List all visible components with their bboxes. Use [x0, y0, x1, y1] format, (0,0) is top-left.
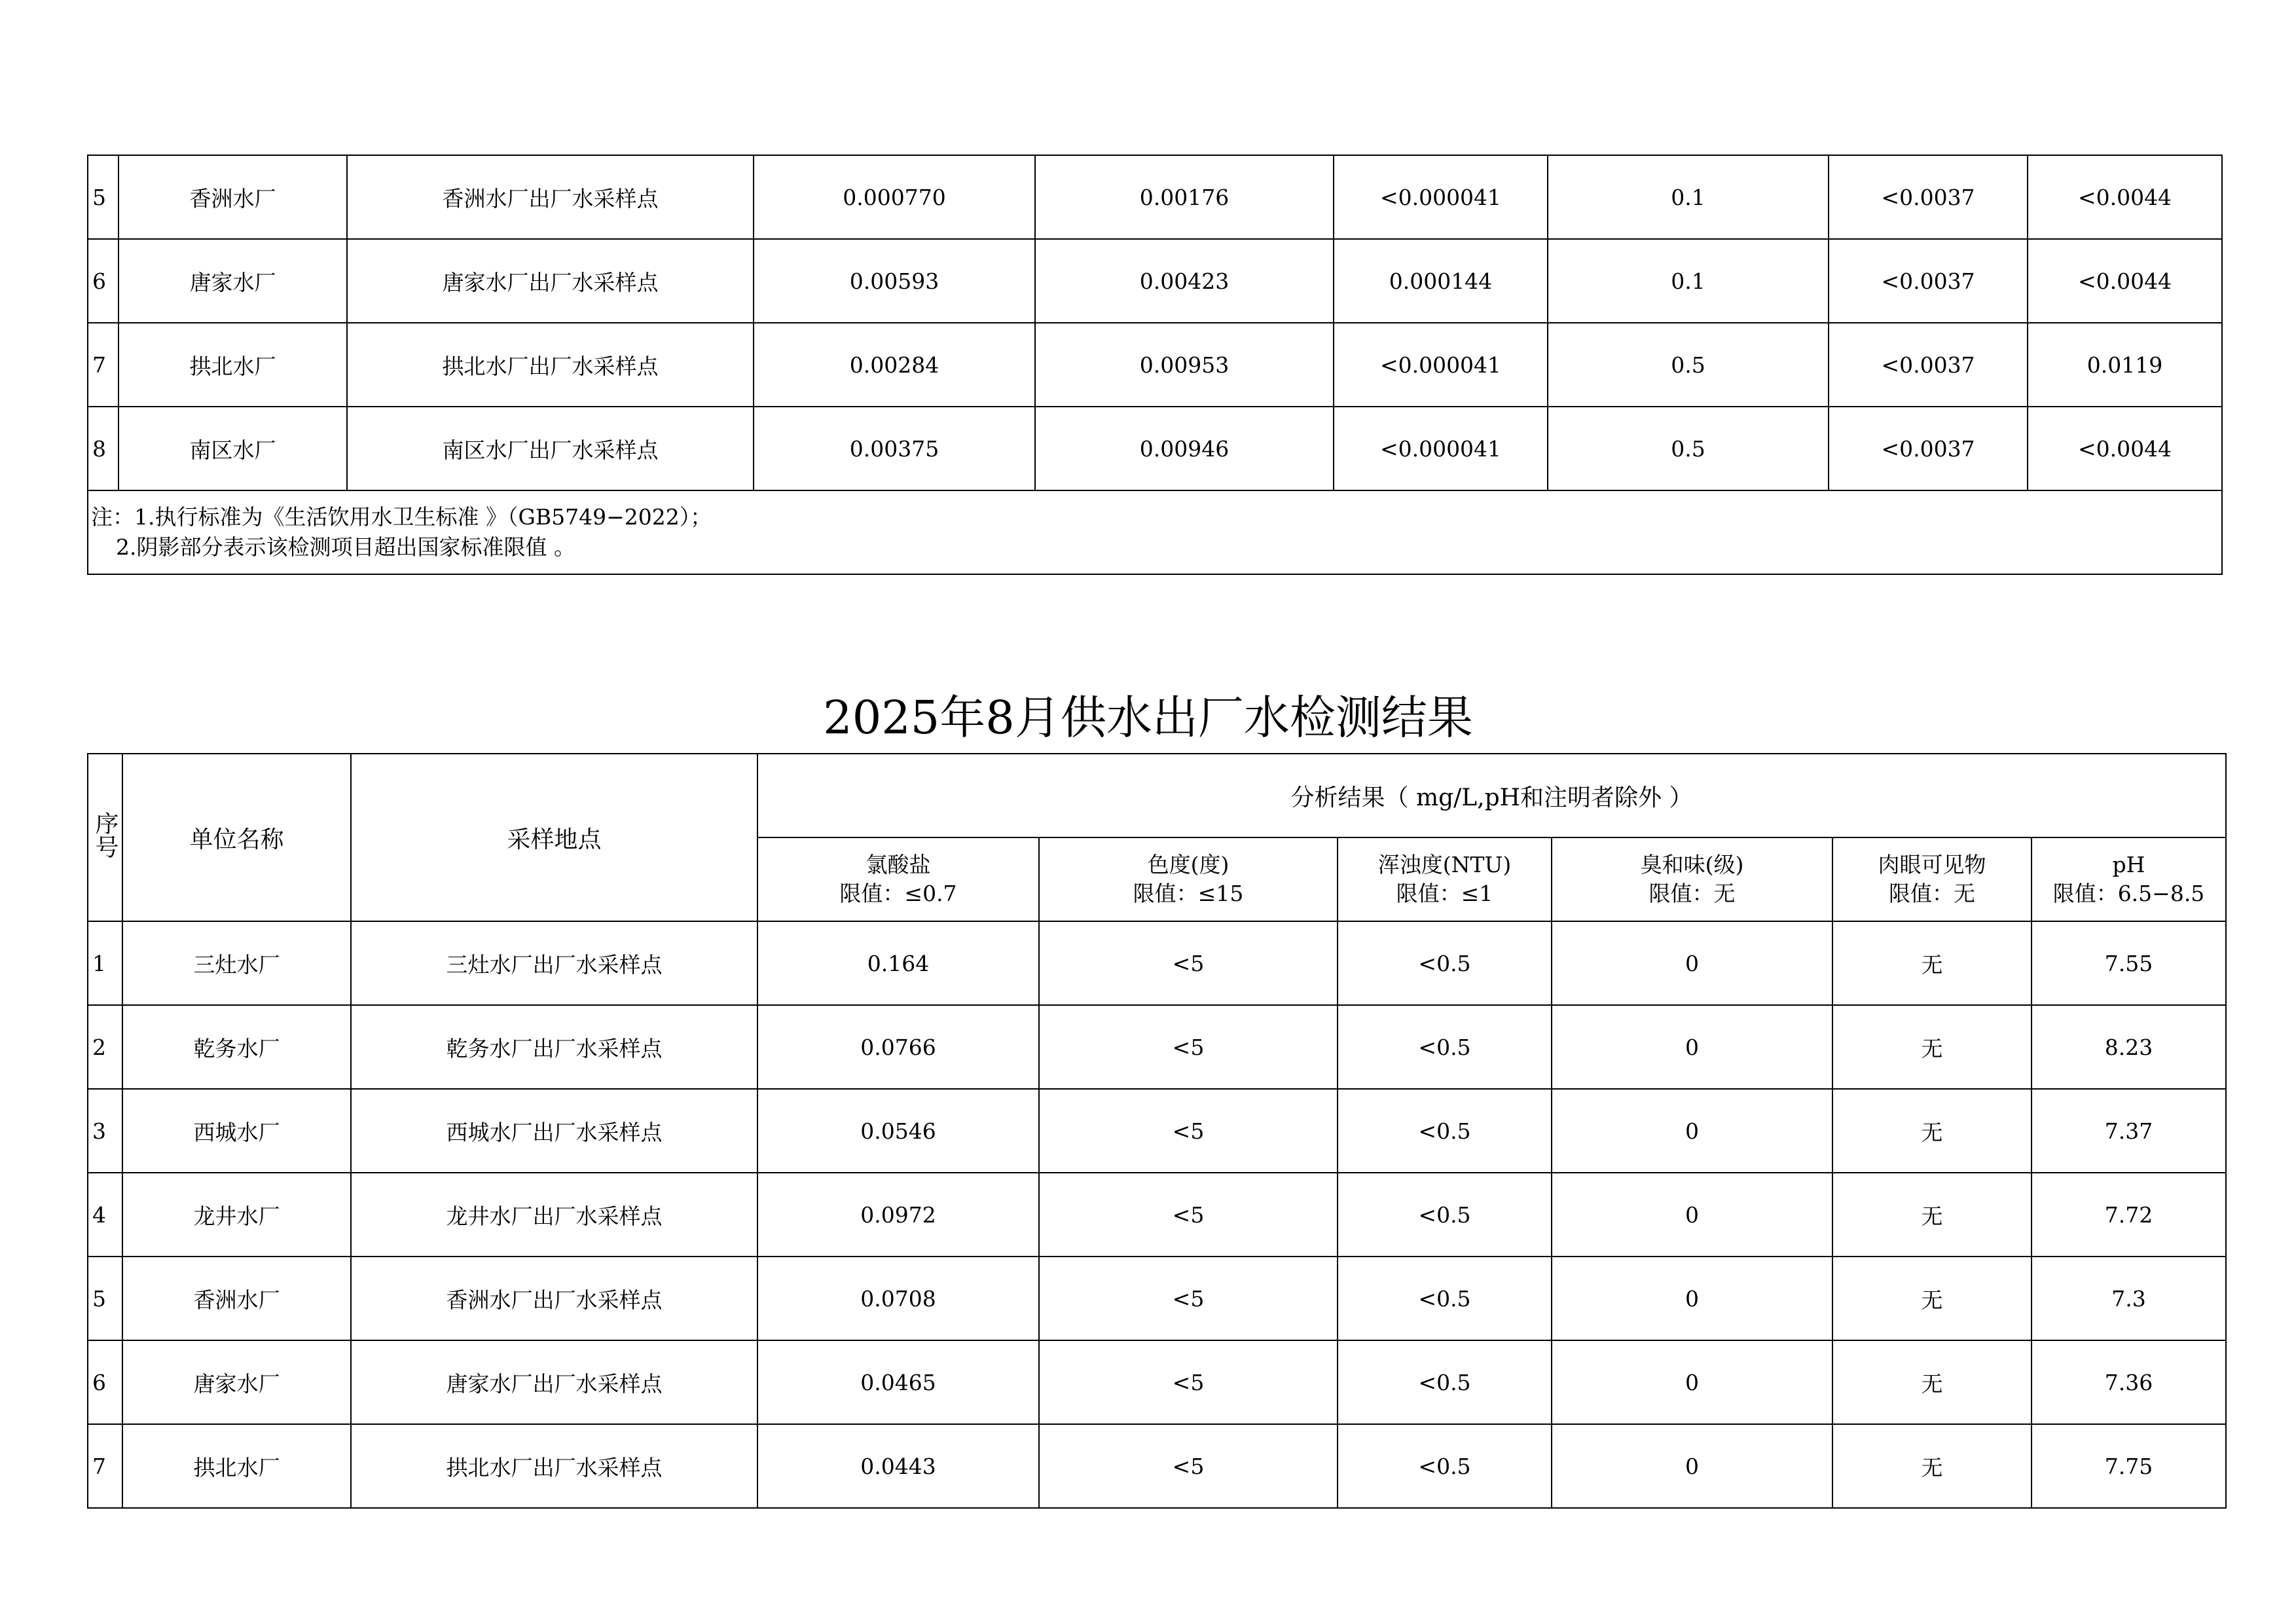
cell-unit: 乾务水厂 — [122, 1005, 351, 1089]
header-seq: 序号 — [88, 754, 122, 921]
cell-c5: 无 — [1832, 921, 2032, 1005]
cell-seq: 7 — [88, 1424, 122, 1508]
cell-c5: 无 — [1832, 1089, 2032, 1173]
table-row — [88, 239, 2222, 323]
column-name: 浑浊度(NTU) — [1377, 852, 1512, 877]
cell-c5: 无 — [1832, 1005, 2032, 1089]
cell-site: 西城水厂出厂水采样点 — [351, 1089, 757, 1173]
cell-seq: 7 — [88, 323, 118, 407]
cell-c3: <0.000041 — [1334, 323, 1548, 407]
cell-c2: <5 — [1039, 1173, 1338, 1257]
cell-c3: <0.5 — [1338, 1173, 1552, 1257]
column-header — [1039, 837, 1338, 921]
cell-c3: <0.5 — [1338, 921, 1552, 1005]
cell-site: 香洲水厂出厂水采样点 — [351, 1257, 757, 1340]
cell-c1: 0.0708 — [757, 1257, 1039, 1340]
header-analysis: 分析结果（ mg/L,pH和注明者除外 ） — [757, 754, 2226, 837]
column-header — [1552, 837, 1832, 921]
cell-c2: <5 — [1039, 1005, 1338, 1089]
column-name: pH — [2112, 852, 2145, 877]
cell-c6: 7.55 — [2032, 921, 2226, 1005]
column-name: 臭和味(级) — [1640, 852, 1744, 877]
cell-unit: 香洲水厂 — [118, 155, 347, 239]
cell-c6: <0.0044 — [2028, 155, 2222, 239]
cell-unit: 唐家水厂 — [118, 239, 347, 323]
cell-c5: 无 — [1832, 1424, 2032, 1508]
cell-c5: <0.0037 — [1829, 323, 2028, 407]
cell-site: 香洲水厂出厂水采样点 — [347, 155, 754, 239]
cell-c6: <0.0044 — [2028, 407, 2222, 490]
cell-c1: 0.00284 — [754, 323, 1035, 407]
cell-c5: 无 — [1832, 1257, 2032, 1340]
cell-site: 南区水厂出厂水采样点 — [347, 407, 754, 490]
table-row — [88, 1340, 2226, 1424]
cell-unit: 龙井水厂 — [122, 1173, 351, 1257]
cell-site: 三灶水厂出厂水采样点 — [351, 921, 757, 1005]
cell-c4: 0.1 — [1548, 155, 1829, 239]
table-row — [88, 921, 2226, 1005]
column-limit: 限值：≤0.7 — [839, 881, 957, 906]
cell-c6: 8.23 — [2032, 1005, 2226, 1089]
cell-seq: 6 — [88, 239, 118, 323]
cell-c6: <0.0044 — [2028, 239, 2222, 323]
cell-c2: <5 — [1039, 1257, 1338, 1340]
cell-c2: <5 — [1039, 1089, 1338, 1173]
header-site: 采样地点 — [351, 754, 757, 921]
cell-seq: 4 — [88, 1173, 122, 1257]
note-line-2: 2.阴影部分表示该检测项目超出国家标准限值 。 — [116, 534, 575, 560]
column-name: 氯酸盐 — [866, 852, 931, 877]
results-table — [87, 753, 2227, 1509]
cell-c1: 0.0972 — [757, 1173, 1039, 1257]
column-header — [1338, 837, 1552, 921]
cell-c6: 7.36 — [2032, 1340, 2226, 1424]
note-line-1: 注：1.执行标准为《生活饮用水卫生标准 》（GB5749−2022）； — [91, 504, 712, 530]
results-table-continued — [87, 155, 2223, 575]
cell-c4: 0 — [1552, 921, 1832, 1005]
cell-c2: 0.00953 — [1035, 323, 1334, 407]
column-header — [1832, 837, 2032, 921]
cell-site: 龙井水厂出厂水采样点 — [351, 1173, 757, 1257]
cell-site: 唐家水厂出厂水采样点 — [351, 1340, 757, 1424]
cell-c1: 0.164 — [757, 921, 1039, 1005]
cell-seq: 8 — [88, 407, 118, 490]
cell-site: 拱北水厂出厂水采样点 — [347, 323, 754, 407]
cell-c1: 0.00375 — [754, 407, 1035, 490]
column-limit: 限值：6.5−8.5 — [2052, 881, 2205, 906]
column-name: 肉眼可见物 — [1878, 852, 1986, 877]
cell-c1: 0.00593 — [754, 239, 1035, 323]
cell-c4: 0 — [1552, 1005, 1832, 1089]
cell-site: 乾务水厂出厂水采样点 — [351, 1005, 757, 1089]
table-row — [88, 155, 2222, 239]
cell-c4: 0.1 — [1548, 239, 1829, 323]
column-limit: 限值：无 — [1889, 881, 1975, 906]
cell-c2: 0.00946 — [1035, 407, 1334, 490]
cell-c6: 0.0119 — [2028, 323, 2222, 407]
table-row — [88, 1173, 2226, 1257]
cell-c1: 0.0443 — [757, 1424, 1039, 1508]
cell-c3: <0.5 — [1338, 1340, 1552, 1424]
cell-c1: 0.0766 — [757, 1005, 1039, 1089]
cell-c3: <0.000041 — [1334, 155, 1548, 239]
column-header — [2032, 837, 2226, 921]
table-row — [88, 1424, 2226, 1508]
table-row — [88, 1257, 2226, 1340]
page-title: 2025年8月供水出厂水检测结果 — [823, 691, 1473, 744]
cell-c4: 0 — [1552, 1089, 1832, 1173]
column-limit: 限值：≤1 — [1396, 881, 1493, 906]
cell-c5: <0.0037 — [1829, 239, 2028, 323]
cell-seq: 1 — [88, 921, 122, 1005]
cell-c5: <0.0037 — [1829, 155, 2028, 239]
cell-unit: 香洲水厂 — [122, 1257, 351, 1340]
cell-c4: 0 — [1552, 1257, 1832, 1340]
cell-c5: 无 — [1832, 1173, 2032, 1257]
cell-c3: <0.000041 — [1334, 407, 1548, 490]
cell-c5: 无 — [1832, 1340, 2032, 1424]
cell-c5: <0.0037 — [1829, 407, 2028, 490]
cell-seq: 2 — [88, 1005, 122, 1089]
cell-c4: 0 — [1552, 1424, 1832, 1508]
cell-c2: <5 — [1039, 921, 1338, 1005]
cell-site: 唐家水厂出厂水采样点 — [347, 239, 754, 323]
cell-c6: 7.37 — [2032, 1089, 2226, 1173]
cell-c2: <5 — [1039, 1340, 1338, 1424]
header-row-1 — [88, 754, 2226, 837]
cell-unit: 南区水厂 — [118, 407, 347, 490]
cell-c4: 0 — [1552, 1340, 1832, 1424]
cell-c2: 0.00176 — [1035, 155, 1334, 239]
cell-site: 拱北水厂出厂水采样点 — [351, 1424, 757, 1508]
cell-c1: 0.0546 — [757, 1089, 1039, 1173]
cell-c3: 0.000144 — [1334, 239, 1548, 323]
cell-seq: 5 — [88, 155, 118, 239]
notes-row — [88, 490, 2222, 574]
cell-c4: 0.5 — [1548, 323, 1829, 407]
cell-seq: 6 — [88, 1340, 122, 1424]
cell-c6: 7.3 — [2032, 1257, 2226, 1340]
cell-c6: 7.72 — [2032, 1173, 2226, 1257]
column-name: 色度(度) — [1147, 852, 1230, 877]
cell-c3: <0.5 — [1338, 1257, 1552, 1340]
column-limit: 限值：≤15 — [1133, 881, 1244, 906]
cell-unit: 三灶水厂 — [122, 921, 351, 1005]
column-header — [757, 837, 1039, 921]
cell-unit: 拱北水厂 — [118, 323, 347, 407]
cell-unit: 拱北水厂 — [122, 1424, 351, 1508]
column-limit: 限值：无 — [1649, 881, 1736, 906]
cell-unit: 西城水厂 — [122, 1089, 351, 1173]
cell-unit: 唐家水厂 — [122, 1340, 351, 1424]
cell-c1: 0.000770 — [754, 155, 1035, 239]
table-row — [88, 1005, 2226, 1089]
cell-c6: 7.75 — [2032, 1424, 2226, 1508]
cell-c4: 0 — [1552, 1173, 1832, 1257]
table-row — [88, 407, 2222, 490]
cell-c3: <0.5 — [1338, 1005, 1552, 1089]
cell-c1: 0.0465 — [757, 1340, 1039, 1424]
cell-seq: 3 — [88, 1089, 122, 1173]
cell-seq: 5 — [88, 1257, 122, 1340]
header-unit: 单位名称 — [122, 754, 351, 921]
cell-c3: <0.5 — [1338, 1424, 1552, 1508]
cell-c2: 0.00423 — [1035, 239, 1334, 323]
cell-c3: <0.5 — [1338, 1089, 1552, 1173]
cell-c2: <5 — [1039, 1424, 1338, 1508]
cell-c4: 0.5 — [1548, 407, 1829, 490]
table-row — [88, 1089, 2226, 1173]
table-row — [88, 323, 2222, 407]
